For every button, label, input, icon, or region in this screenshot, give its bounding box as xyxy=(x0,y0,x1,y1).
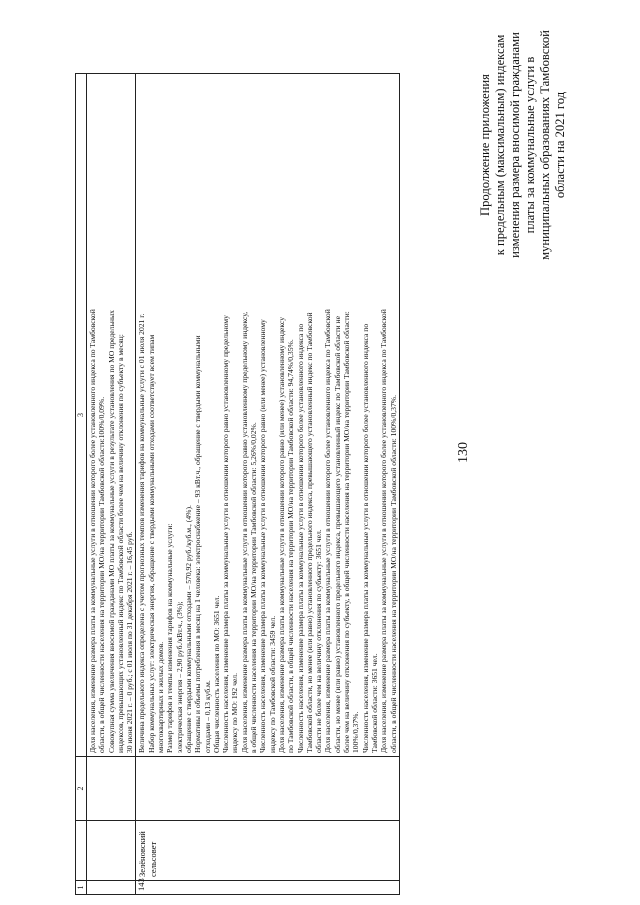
text-line: Доля населения, изменение размера платы за коммунальные услуги в отношении которого более установленного индекса по Тамбовской xyxy=(323,309,333,753)
text-line: по Тамбовской области, в общей численности населения на территории МО/на территории Тамбовской области: 94,74%/0,35%. xyxy=(286,339,296,753)
heading-line: области на 2021 год xyxy=(553,91,567,199)
table-row xyxy=(87,74,136,895)
row-number: 143 xyxy=(136,881,399,895)
text-line: области не более чем на величину отклонения по субъекту: 3651 чел. xyxy=(314,529,324,753)
text-line: в общей численности населения на территории МО/на территории Тамбовской области: 5,26%/0,02%. xyxy=(249,422,259,753)
text-line: Тамбовской области, но менее (или равно) установленного предельного индекса, превышающего установленный индекс по Тамбовской xyxy=(304,312,314,753)
text-line: Доля населения, изменение размера платы за коммунальные услуги в отношении которого более установленного индекса по Тамбовской xyxy=(379,309,389,753)
text-line: многоквартирных и жилых домов. xyxy=(156,641,166,753)
text-line: отходами – 0,13 куб.м. xyxy=(202,680,212,753)
text-line: Численность населения, изменение размера платы за коммунальные услуги в отношении которого равно установленному предельному xyxy=(221,315,231,753)
text-line: индексов, превышающих установленный индекс по Тамбовской области более чем на величину отклонения по субъекту в месяц: xyxy=(115,334,125,753)
page-number: 130 xyxy=(456,442,471,463)
text-line: Численность населения, изменение размера платы за коммунальные услуги в отношении которого более установленного индекса по xyxy=(295,323,305,753)
header-col-3: 3 xyxy=(76,74,87,757)
continued-name-cell xyxy=(87,821,136,881)
text-line: Доля населения, изменение размера платы за коммунальные услуги в отношении которого более установленного индекса по Тамбовской xyxy=(88,309,97,753)
municipality-name-line: Зелёновский xyxy=(137,831,148,877)
header-col-2 xyxy=(76,821,87,881)
text-line: Набор коммунальных услуг: электрическая энергия, обращение с твердыми коммунальными отходами соответствует всем типам xyxy=(146,334,156,753)
text-line: Общая численность населения по МО: 3651 чел. xyxy=(211,595,221,753)
header-col-2b: 2 xyxy=(76,757,87,821)
heading-line: Продолжение приложения xyxy=(478,74,492,216)
text-line: Численность населения, изменение размера платы за коммунальные услуги в отношении которого более установленного индекса по xyxy=(360,323,370,753)
table-row xyxy=(136,74,399,895)
text-line: Нормативы и объемы потребления в месяц на 1 человека: электроснабжение – 93 кВт.ч., обращение с твердыми коммунальными xyxy=(193,335,203,753)
continued-text-cell xyxy=(87,74,136,757)
text-line: 100%/0,37%. xyxy=(351,711,361,753)
text-line: более чем на величину отклонения по субъекту, в общей численности населения на территории МО/на территории Тамбовской области: xyxy=(342,311,352,753)
text-line: индексу по МО: 192 чел. xyxy=(230,673,240,753)
text-line: 30 июня 2021 г. – 0 руб.; с 01 июля по 31 декабря 2021 г. – 16,45 руб. xyxy=(125,531,135,753)
text-line: Доля населения, изменение размера платы за коммунальные услуги в отношении которого равно (или менее) установленному индексу xyxy=(276,317,286,753)
heading-line: муниципальных образованиях Тамбовской xyxy=(538,30,552,260)
text-line: области, в общей численности населения на территории МО/на территории Тамбовской области: 100%/0,37%. xyxy=(388,394,398,753)
text-line: индексу по Тамбовской области: 3459 чел. xyxy=(267,615,277,753)
heading-line: к предельным (максимальным) индексам xyxy=(493,34,507,256)
header-col-1: 1 xyxy=(76,881,87,895)
text-line: Тамбовской области: 3651 чел. xyxy=(369,653,379,753)
municipality-name-line: сельсовет xyxy=(147,841,158,877)
text-line: области, но менее (или равно) установленного предельного индекса, превышающего установленный индекс по Тамбовской области не xyxy=(332,316,342,753)
text-line: Доля населения, изменение размера платы за коммунальные услуги в отношении которого равно установленному предельному индексу, xyxy=(239,311,249,753)
heading-line: изменения размера вносимой гражданами xyxy=(508,32,522,258)
continued-num-cell xyxy=(87,881,136,895)
text-line: обращение с твердыми коммунальными отходами – 570,92 руб./куб.м., (4%). xyxy=(183,505,193,753)
text-line: Совокупная сумма увеличения вносимой гражданами МО платы за коммунальные услуги в результате установления по МО предельных xyxy=(106,310,116,753)
empty-cell xyxy=(136,757,399,821)
appendix-heading xyxy=(478,25,568,265)
description-cell xyxy=(136,74,399,757)
table-header-row xyxy=(76,74,87,895)
text-line: Величина предельного индекса определена с учетом прогнозных темпов изменения тарифов на коммунальные услуги с 01 июля 2021 г. xyxy=(137,313,147,753)
text-line: Численность населения, изменение размера платы за коммунальные услуги в отношении которого равно (или менее) установленному xyxy=(258,319,268,753)
text-line: области, в общей численности населения на территории МО/на территории Тамбовской области:100%/0,09%. xyxy=(97,396,107,753)
municipality-name xyxy=(136,821,399,881)
text-line: Размер тарифов и темпы изменения тарифов на коммунальные услуги: xyxy=(165,523,175,753)
heading-line: платы за коммунальные услуги в xyxy=(523,56,537,234)
indices-table xyxy=(75,73,400,895)
continued-empty-cell xyxy=(87,757,136,821)
text-line: электрическая энергия – 2,90 руб./кВт.ч., (3%); xyxy=(174,601,184,753)
